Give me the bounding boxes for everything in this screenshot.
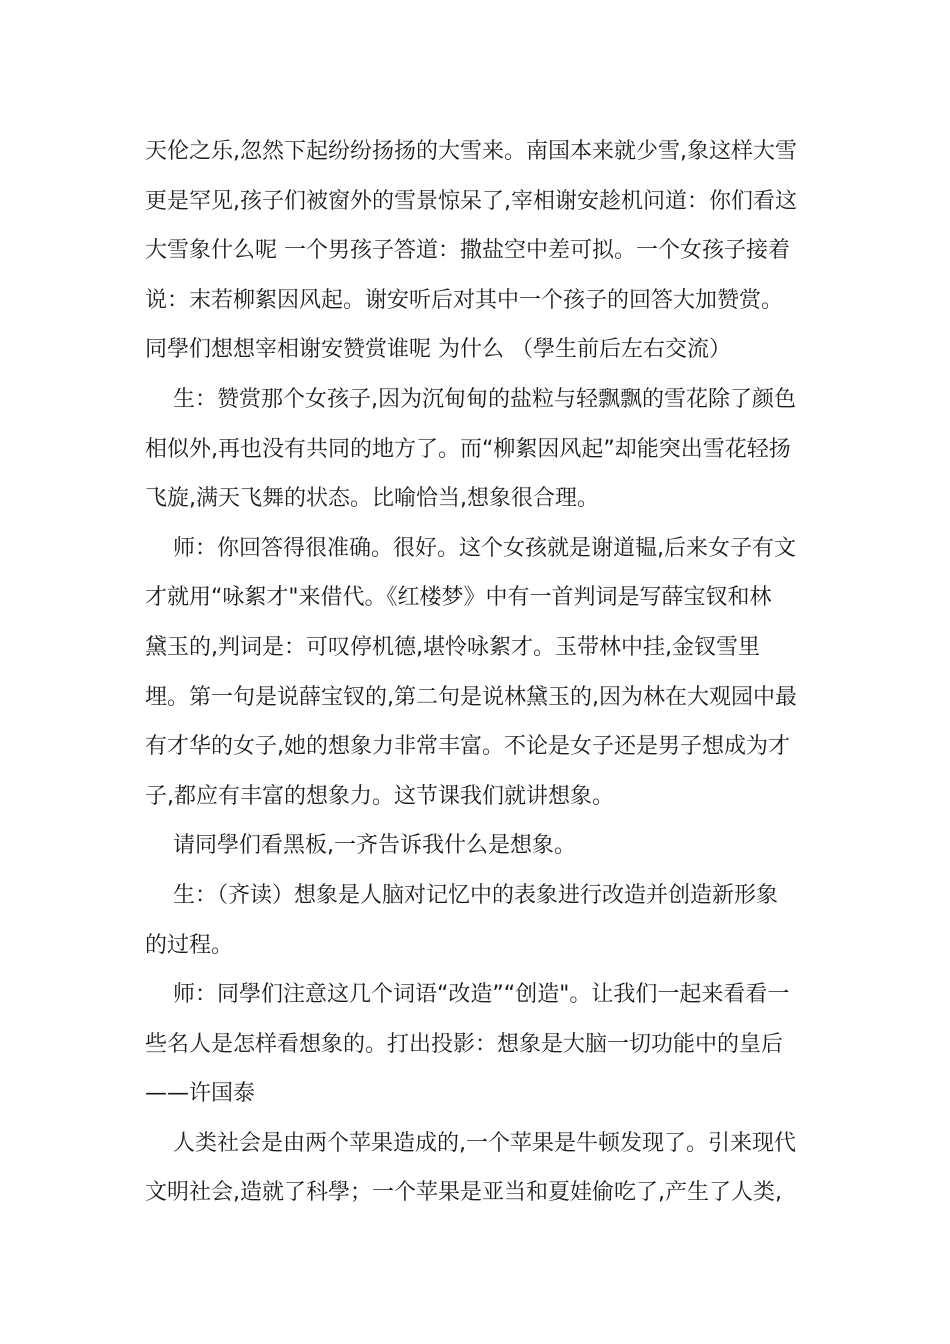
text-line: 文明社会,造就了科學；一个苹果是亚当和夏娃偷吃了,产生了人类, [145,1180,782,1206]
text-line: 些名人是怎样看想象的。打出投影：想象是大脑一切功能中的皇后 [145,1031,784,1057]
text-line: ——许国泰 [145,1081,256,1107]
text-line: 相似外,再也没有共同的地方了。而“柳絮因风起”却能突出雪花轻扬 [145,436,791,462]
text-line: 同學们想想宰相谢安赞赏谁呢 为什么 （學生前后左右交流） [145,337,731,363]
text-line: 才就用“咏絮才"来借代。《红楼梦》中有一首判词是写薛宝钗和林 [145,585,772,611]
text-line: 说：末若柳絮因风起。谢安听后对其中一个孩子的回答大加赞赏。 [145,287,784,313]
text-line: 师：你回答得很准确。很好。这个女孩就是谢道韫,后来女子有文 [173,535,796,561]
text-line: 飞旋,满天飞舞的状态。比喻恰当,想象很合理。 [145,486,599,512]
text-line: 子,都应有丰富的想象力。这节课我们就讲想象。 [145,783,614,809]
text-line: 师：同學们注意这几个词语“改造”“创造"。让我们一起来看看一 [173,982,790,1008]
text-line: 更是罕见,孩子们被窗外的雪景惊呆了,宰相谢安趁机问道：你们看这 [145,188,797,214]
text-line: 生：赞赏那个女孩子,因为沉甸甸的盐粒与轻飘飘的雪花除了颜色 [173,386,796,412]
text-line: 人类社会是由两个苹果造成的,一个苹果是牛顿发现了。引来现代 [173,1130,796,1156]
text-line: 请同學们看黑板,一齐告诉我什么是想象。 [173,833,576,859]
text-line: 大雪象什么呢 一个男孩子答道：撒盐空中差可拟。一个女孩子接着 [145,238,790,264]
text-line: 埋。第一句是说薛宝钗的,第二句是说林黛玉的,因为林在大观园中最 [145,684,797,710]
text-line: 天伦之乐,忽然下起纷纷扬扬的大雪来。南国本来就少雪,象这样大雪 [145,139,797,164]
document-body [145,127,810,1218]
text-line: 的过程。 [145,932,234,958]
text-line: 生：（齐读）想象是人脑对记忆中的表象进行改造并创造新形象 [173,882,779,908]
text-line: 有才华的女子,她的想象力非常丰富。不论是女子还是男子想成为才 [145,734,790,760]
text-line: 黛玉的,判词是：可叹停机德,堪怜咏絮才。玉带林中挂,金钗雪里 [145,634,760,660]
